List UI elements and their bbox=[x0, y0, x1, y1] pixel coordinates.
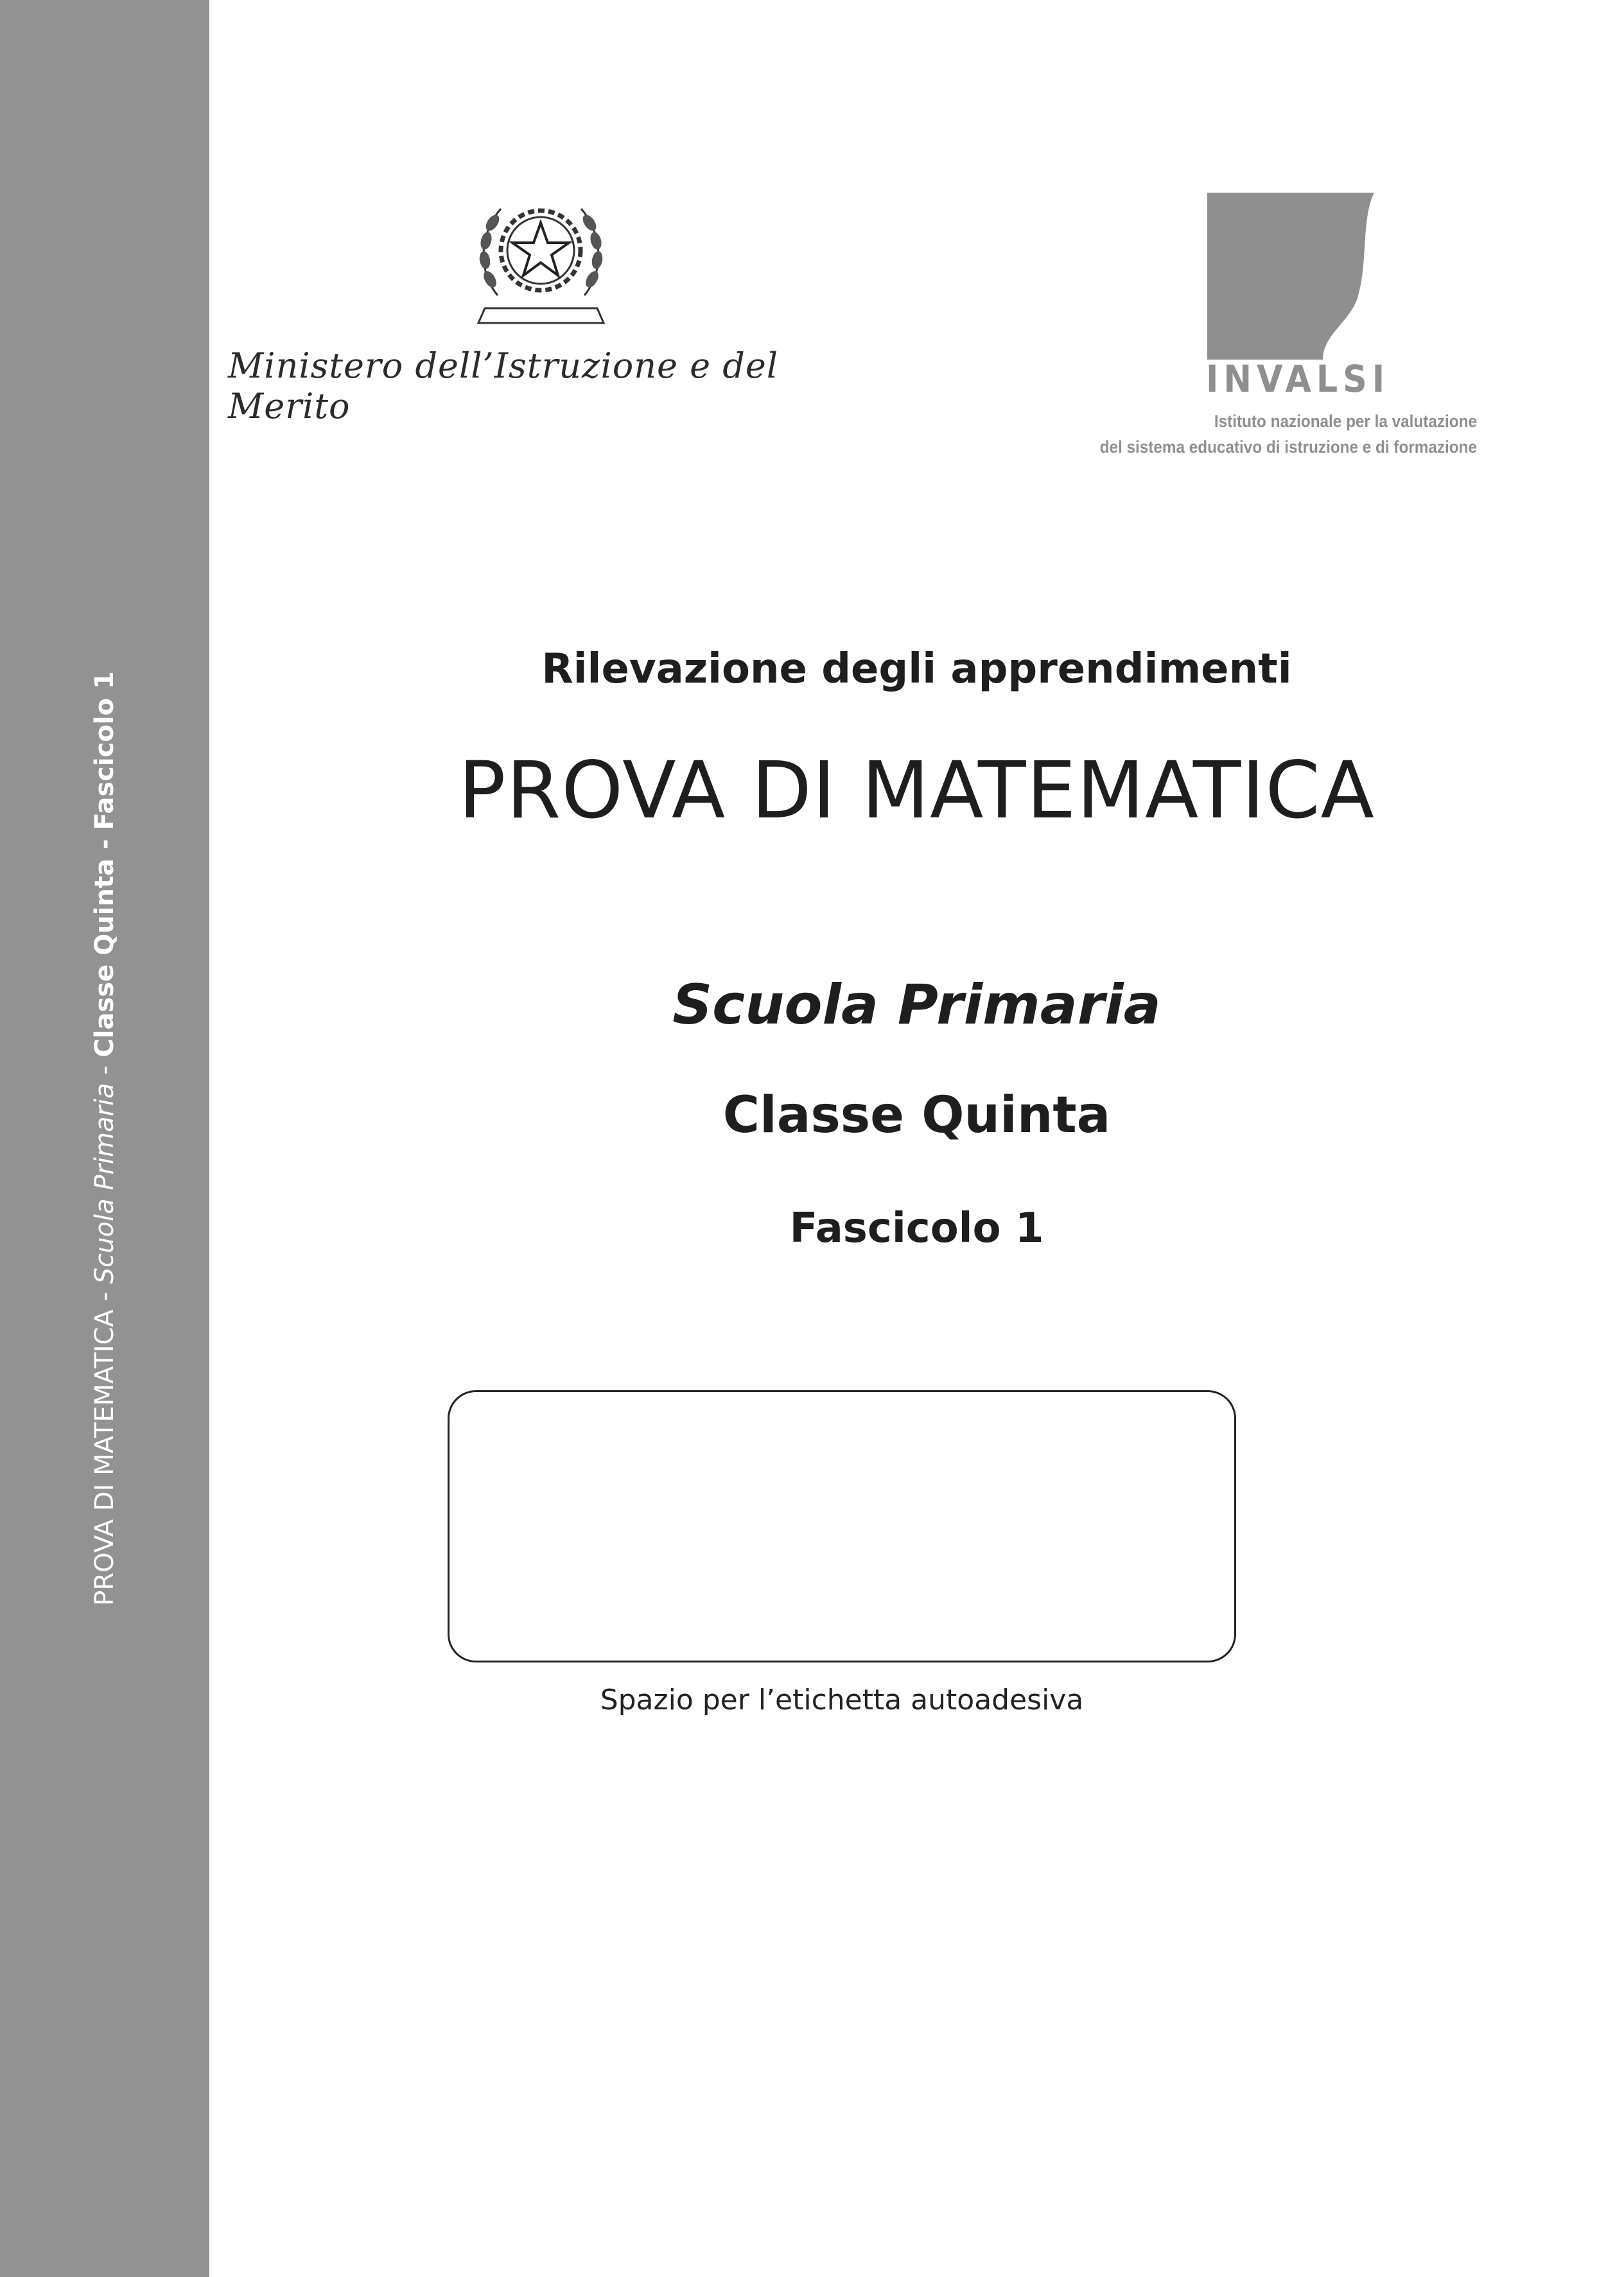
spine-separator: - bbox=[90, 1057, 119, 1083]
invalsi-subtitle bbox=[1096, 408, 1477, 460]
invalsi-subtitle-line-1: Istituto nazionale per la valutazione bbox=[1214, 412, 1477, 431]
invalsi-logo-icon bbox=[1207, 193, 1374, 360]
ministry-name: Ministero dell’Istruzione e del Merito bbox=[228, 345, 779, 426]
sticker-label-box bbox=[448, 1390, 1236, 1662]
spine-class-booklet: Classe Quinta - Fascicolo 1 bbox=[90, 671, 119, 1058]
school-level: Scuola Primaria bbox=[672, 973, 1161, 1037]
invalsi-name: INVALSI bbox=[1206, 357, 1390, 401]
spine-school: Scuola Primaria bbox=[90, 1083, 119, 1284]
test-title: PROVA DI MATEMATICA bbox=[458, 745, 1375, 836]
class-level: Classe Quinta bbox=[722, 1086, 1111, 1144]
spine-title: PROVA DI MATEMATICA - bbox=[90, 1284, 119, 1606]
spine-label bbox=[90, 671, 119, 1606]
sticker-label-caption: Spazio per l’etichetta autoadesiva bbox=[600, 1684, 1084, 1716]
italian-republic-emblem-icon bbox=[472, 183, 610, 331]
invalsi-subtitle-line-2: del sistema educativo di istruzione e di formazione bbox=[1099, 437, 1477, 457]
side-spine bbox=[0, 0, 209, 2277]
survey-title: Rilevazione degli apprendimenti bbox=[541, 645, 1292, 693]
booklet-number: Fascicolo 1 bbox=[789, 1205, 1044, 1252]
